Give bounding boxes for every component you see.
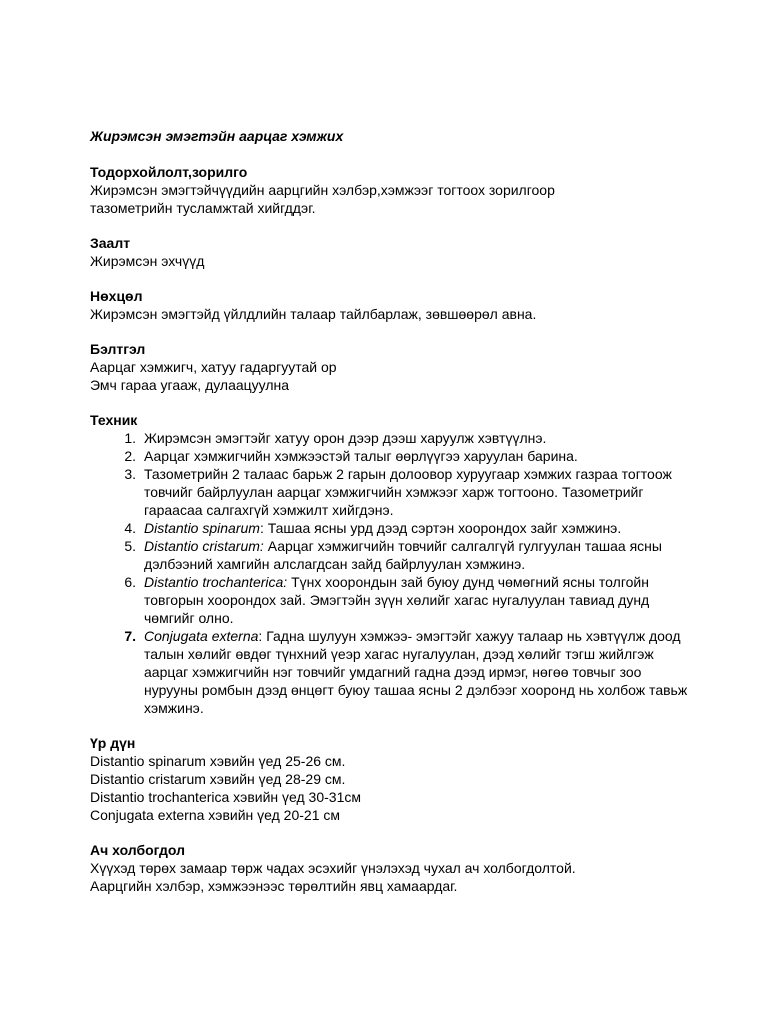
section-significance xyxy=(90,841,690,895)
step-number: 1. xyxy=(124,430,136,446)
section-heading: Үр дүн xyxy=(90,735,136,751)
list-item xyxy=(90,627,690,717)
paragraph-line: Distantio cristarum хэвийн үед 28-29 см. xyxy=(90,771,346,787)
step-term: Distantio spinarum xyxy=(144,520,260,536)
step-description: : Гадна шулуун хэмжээ- эмэгтэйг хажуу талаар нь хэвтүүлж доод талын хөлийг өвдөг түнхний үеэр хагас нугалуулан, дээд хөлийг тэгш жийлгэж аарцаг хэмжигчийн нэг товчийг умдагний гадна дээд ирмэг, нөгөө товчыг зоо нурууны ромбын дээд өнцөгт буюу ташаа ясны 2 дэлбээг хооронд нь холбож тавьж хэмжинэ. xyxy=(144,628,688,716)
step-description: : Ташаа ясны урд дээд сэртэн хоорондох зайг хэмжинэ. xyxy=(259,520,622,536)
paragraph-line: Жирэмсэн эмэгтэйчүүдийн аарцгийн хэлбэр,хэмжээг тогтоох зорилгоор xyxy=(90,182,555,198)
paragraph-line: Distantio spinarum хэвийн үед 25-26 см. xyxy=(90,753,346,769)
step-number: 6. xyxy=(124,574,136,590)
step-number: 7. xyxy=(124,628,136,644)
paragraph-line: Аарцаг хэмжигч, хатуу гадаргуутай ор xyxy=(90,359,337,375)
section-condition xyxy=(90,287,690,323)
step-text xyxy=(136,465,690,519)
section-heading: Ач холбогдол xyxy=(90,842,185,858)
step-number: 3. xyxy=(124,466,136,482)
section-heading: Нөхцөл xyxy=(90,288,143,304)
paragraph-line: Аарцгийн хэлбэр, хэмжээнээс төрөлтийн явц хамаардаг. xyxy=(90,878,458,894)
step-text xyxy=(136,627,690,717)
step-term: Conjugata externa xyxy=(144,628,259,644)
section-indication xyxy=(90,234,690,270)
step-text xyxy=(136,573,690,627)
list-item xyxy=(90,537,690,573)
section-preparation xyxy=(90,340,690,394)
list-item xyxy=(90,465,690,519)
technique-steps-list xyxy=(90,429,690,717)
step-text xyxy=(136,519,690,537)
paragraph-line: Conjugata externa хэвийн үед 20-21 см xyxy=(90,807,341,823)
paragraph-line: Жирэмсэн эхчүүд xyxy=(90,253,205,269)
section-heading: Техник xyxy=(90,412,138,428)
step-number: 4. xyxy=(124,520,136,536)
list-item xyxy=(90,429,690,447)
step-description: Аарцаг хэмжигчийн хэмжээстэй талыг өөрлүүгээ харуулан барина. xyxy=(144,448,578,464)
step-description: Түнх хоорондын зай буюу дунд чөмөгний ясны толгойн товгорын хоорондох зай. Эмэгтэйн зүүн хөлийг хагас нугалуулан тавиад дунд чөмгийг олно. xyxy=(144,574,650,626)
section-heading: Заалт xyxy=(90,235,131,251)
paragraph-line: Хүүхэд төрөх замаар төрж чадах эсэхийг үнэлэхэд чухал ач холбогдолтой. xyxy=(90,860,576,876)
step-text xyxy=(136,429,690,447)
section-technique xyxy=(90,411,690,717)
paragraph-line: тазометрийн тусламжтай хийгддэг. xyxy=(90,200,316,216)
paragraph-line: Эмч гараа угааж, дулаацуулна xyxy=(90,377,290,393)
paragraph-line: Distantio trochanterica хэвийн үед 30-31см xyxy=(90,789,361,805)
list-item xyxy=(90,573,690,627)
step-text xyxy=(136,447,690,465)
section-heading: Тодорхойлолт,зорилго xyxy=(90,164,248,180)
step-term: Distantio cristarum: xyxy=(144,538,264,554)
step-number: 5. xyxy=(124,538,136,554)
section-results xyxy=(90,734,690,824)
section-purpose xyxy=(90,163,690,217)
document-page xyxy=(90,127,690,912)
step-number: 2. xyxy=(124,448,136,464)
step-term: Distantio trochanterica: xyxy=(144,574,288,590)
section-heading: Бэлтгэл xyxy=(90,341,146,357)
document-title: Жирэмсэн эмэгтэйн аарцаг хэмжих xyxy=(90,128,344,144)
step-description: Жирэмсэн эмэгтэйг хатуу орон дээр дээш харуулж хэвтүүлнэ. xyxy=(144,430,547,446)
list-item xyxy=(90,447,690,465)
step-text xyxy=(136,537,690,573)
step-description: Аарцаг хэмжигчийн товчийг салгалгүй гулгуулан ташаа ясны дэлбээний хамгийн алслагдсан зайд байрлуулан хэмжинэ. xyxy=(144,538,662,572)
step-description: Тазометрийн 2 талаас барьж 2 гарын долоовор хуруугаар хэмжих газраа тогтоож товчийг байрлуулан аарцаг хэмжигчийн хэмжээг харж тогтооно. Тазометрийг гараасаа салгахгүй хэмжилт хийгдэнэ. xyxy=(144,466,672,518)
paragraph-line: Жирэмсэн эмэгтэйд үйлдлийн талаар тайлбарлаж, зөвшөөрөл авна. xyxy=(90,306,537,322)
list-item xyxy=(90,519,690,537)
